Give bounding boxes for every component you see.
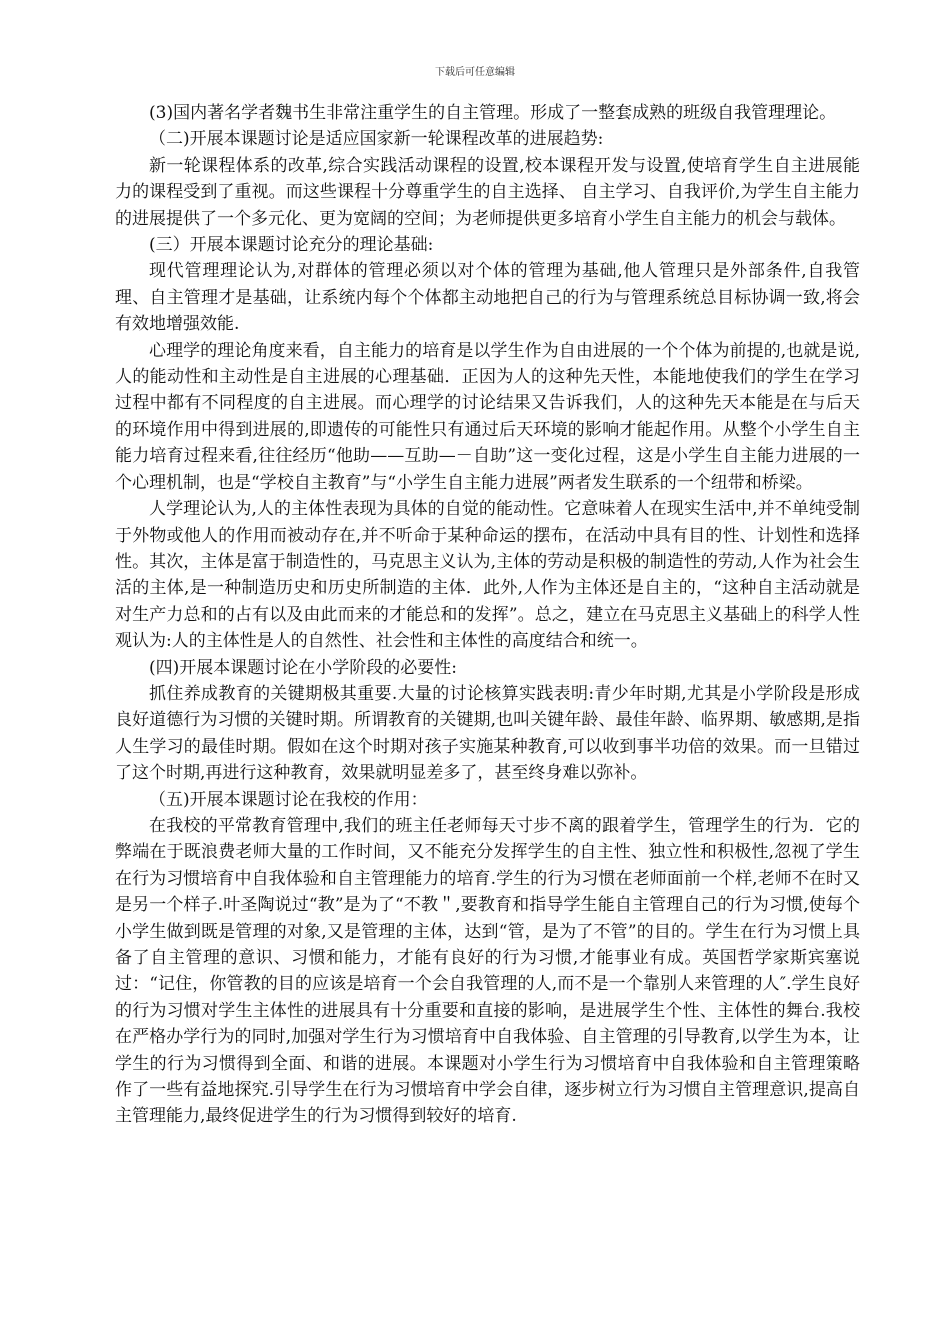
paragraph-management-theory: 现代管理理论认为,对群体的管理必须以对个体的管理为基础,他人管理只是外部条件,自我管理、自主管理才是基础，让系统内每个个体都主动地把自己的行为与管理系统总目标协调一致,将会有效地增强效能. bbox=[115, 261, 860, 335]
section-heading-2: （二)开展本课题讨论是适应国家新一轮课程改革的进展趋势: bbox=[149, 129, 604, 150]
section-heading-5: （五)开展本课题讨论在我校的作用： bbox=[149, 789, 428, 810]
paragraph-psychology-theory: 心理学的理论角度来看，自主能力的培育是以学生作为自由进展的一个个体为前提的,也就是说,人的能动性和主动性是自主进展的心理基础．正因为人的这种先天性，本能地使我们的学生在学习过程中都有不同程度的自主进展。而心理学的讨论结果又告诉我们，人的这种先天本能是在与后天的环境作用中得到进展的,即遗传的可能性只有通过后天环境的影响才能起作用。从整个小学生自主能力培育过程来看,往往经历“他助——互助—－自助”这一变化过程，这是小学生自主能力进展的一个心理机制，也是“学校自主教育”与“小学生自主能力进展”两者发生联系的一个纽带和桥梁。 bbox=[115, 340, 860, 493]
page-header: 下载后可任意编辑 bbox=[435, 67, 515, 78]
paragraph-critical-period: 抓住养成教育的关键期极其重要.大量的讨论核算实践表明:青少年时期,尤其是小学阶段是形成良好道德行为习惯的关键时期。所谓教育的关键期,也叫关键年龄、最佳年龄、临界期、敏感期,是指人生学习的最佳时期。假如在这个时期对孩子实施某种教育,可以收到事半功倍的效果。而一旦错过了这个时期,再进行这种教育，效果就明显差多了，甚至终身难以弥补。 bbox=[115, 683, 860, 784]
paragraph-school-role: 在我校的平常教育管理中,我们的班主任老师每天寸步不离的跟着学生，管理学生的行为．它的弊端在于既浪费老师大量的工作时间，又不能充分发挥学生的自主性、独立性和积极性,忽视了学生在行为习惯培育中自我体验和自主管理能力的培育.学生的行为习惯在老师面前一个样,老师不在时又是另一个样子.叶圣陶说过“教”是为了“不教＂,要教育和指导学生能自主管理自己的行为习惯,使每个小学生做到既是管理的对象,又是管理的主体，达到“管，是为了不管”的目的。学生在行为习惯上具备了自主管理的意识、习惯和能力，才能有良好的行为习惯,才能事业有成。英国哲学家斯宾塞说过：“记住，你管教的目的应该是培育一个会自我管理的人,而不是一个靠别人来管理的人″.学生良好的行为习惯对学生主体性的进展具有十分重要和直接的影响，是进展学生个性、主体性的舞台.我校在严格办学行为的同时,加强对学生行为习惯培育中自我体验、自主管理的引导教育,以学生为本，让学生的行为习惯得到全面、和谐的进展。本课题对小学生行为习惯培育中自我体验和自主管理策略作了一些有益地探究.引导学生在行为习惯培育中学会自律，逐步树立行为习惯自主管理意识,提高自主管理能力,最终促进学生的行为习惯得到较好的培育. bbox=[115, 815, 860, 1127]
section-heading-4: (四)开展本课题讨论在小学阶段的必要性: bbox=[149, 657, 457, 678]
paragraph-human-theory: 人学理论认为,人的主体性表现为具体的自觉的能动性。它意味着人在现实生活中,并不单纯受制于外物或他人的作用而被动存在,并不听命于某种命运的摆布，在活动中具有目的性、计划性和选择性。其次，主体是富于制造性的，马克思主义认为,主体的劳动是积极的制造性的劳动,人作为社会生活的主体,是一种制造历史和历史所制造的主体．此外,人作为主体还是自主的，“这种自主活动就是对生产力总和的占有以及由此而来的才能总和的发挥”。总之，建立在马克思主义基础上的科学人性观认为:人的主体性是人的自然性、社会性和主体性的高度结合和统一。 bbox=[115, 499, 860, 652]
paragraph-point-3: (3)国内著名学者魏书生非常注重学生的自主管理。形成了一整套成熟的班级自我管理理论。 bbox=[149, 103, 837, 123]
document-body bbox=[115, 100, 860, 1130]
paragraph-curriculum-reform: 新一轮课程体系的改革,综合实践活动课程的设置,校本课程开发与设置,使培育学生自主进展能力的课程受到了重视。而这些课程十分尊重学生的自主选择、 自主学习、自我评价,为学生自主能力的进展提供了一个多元化、更为宽阔的空间；为老师提供更多培育小学生自主能力的机会与载体。 bbox=[115, 155, 860, 229]
section-heading-3: (三）开展本课题讨论充分的理论基础: bbox=[149, 235, 434, 256]
